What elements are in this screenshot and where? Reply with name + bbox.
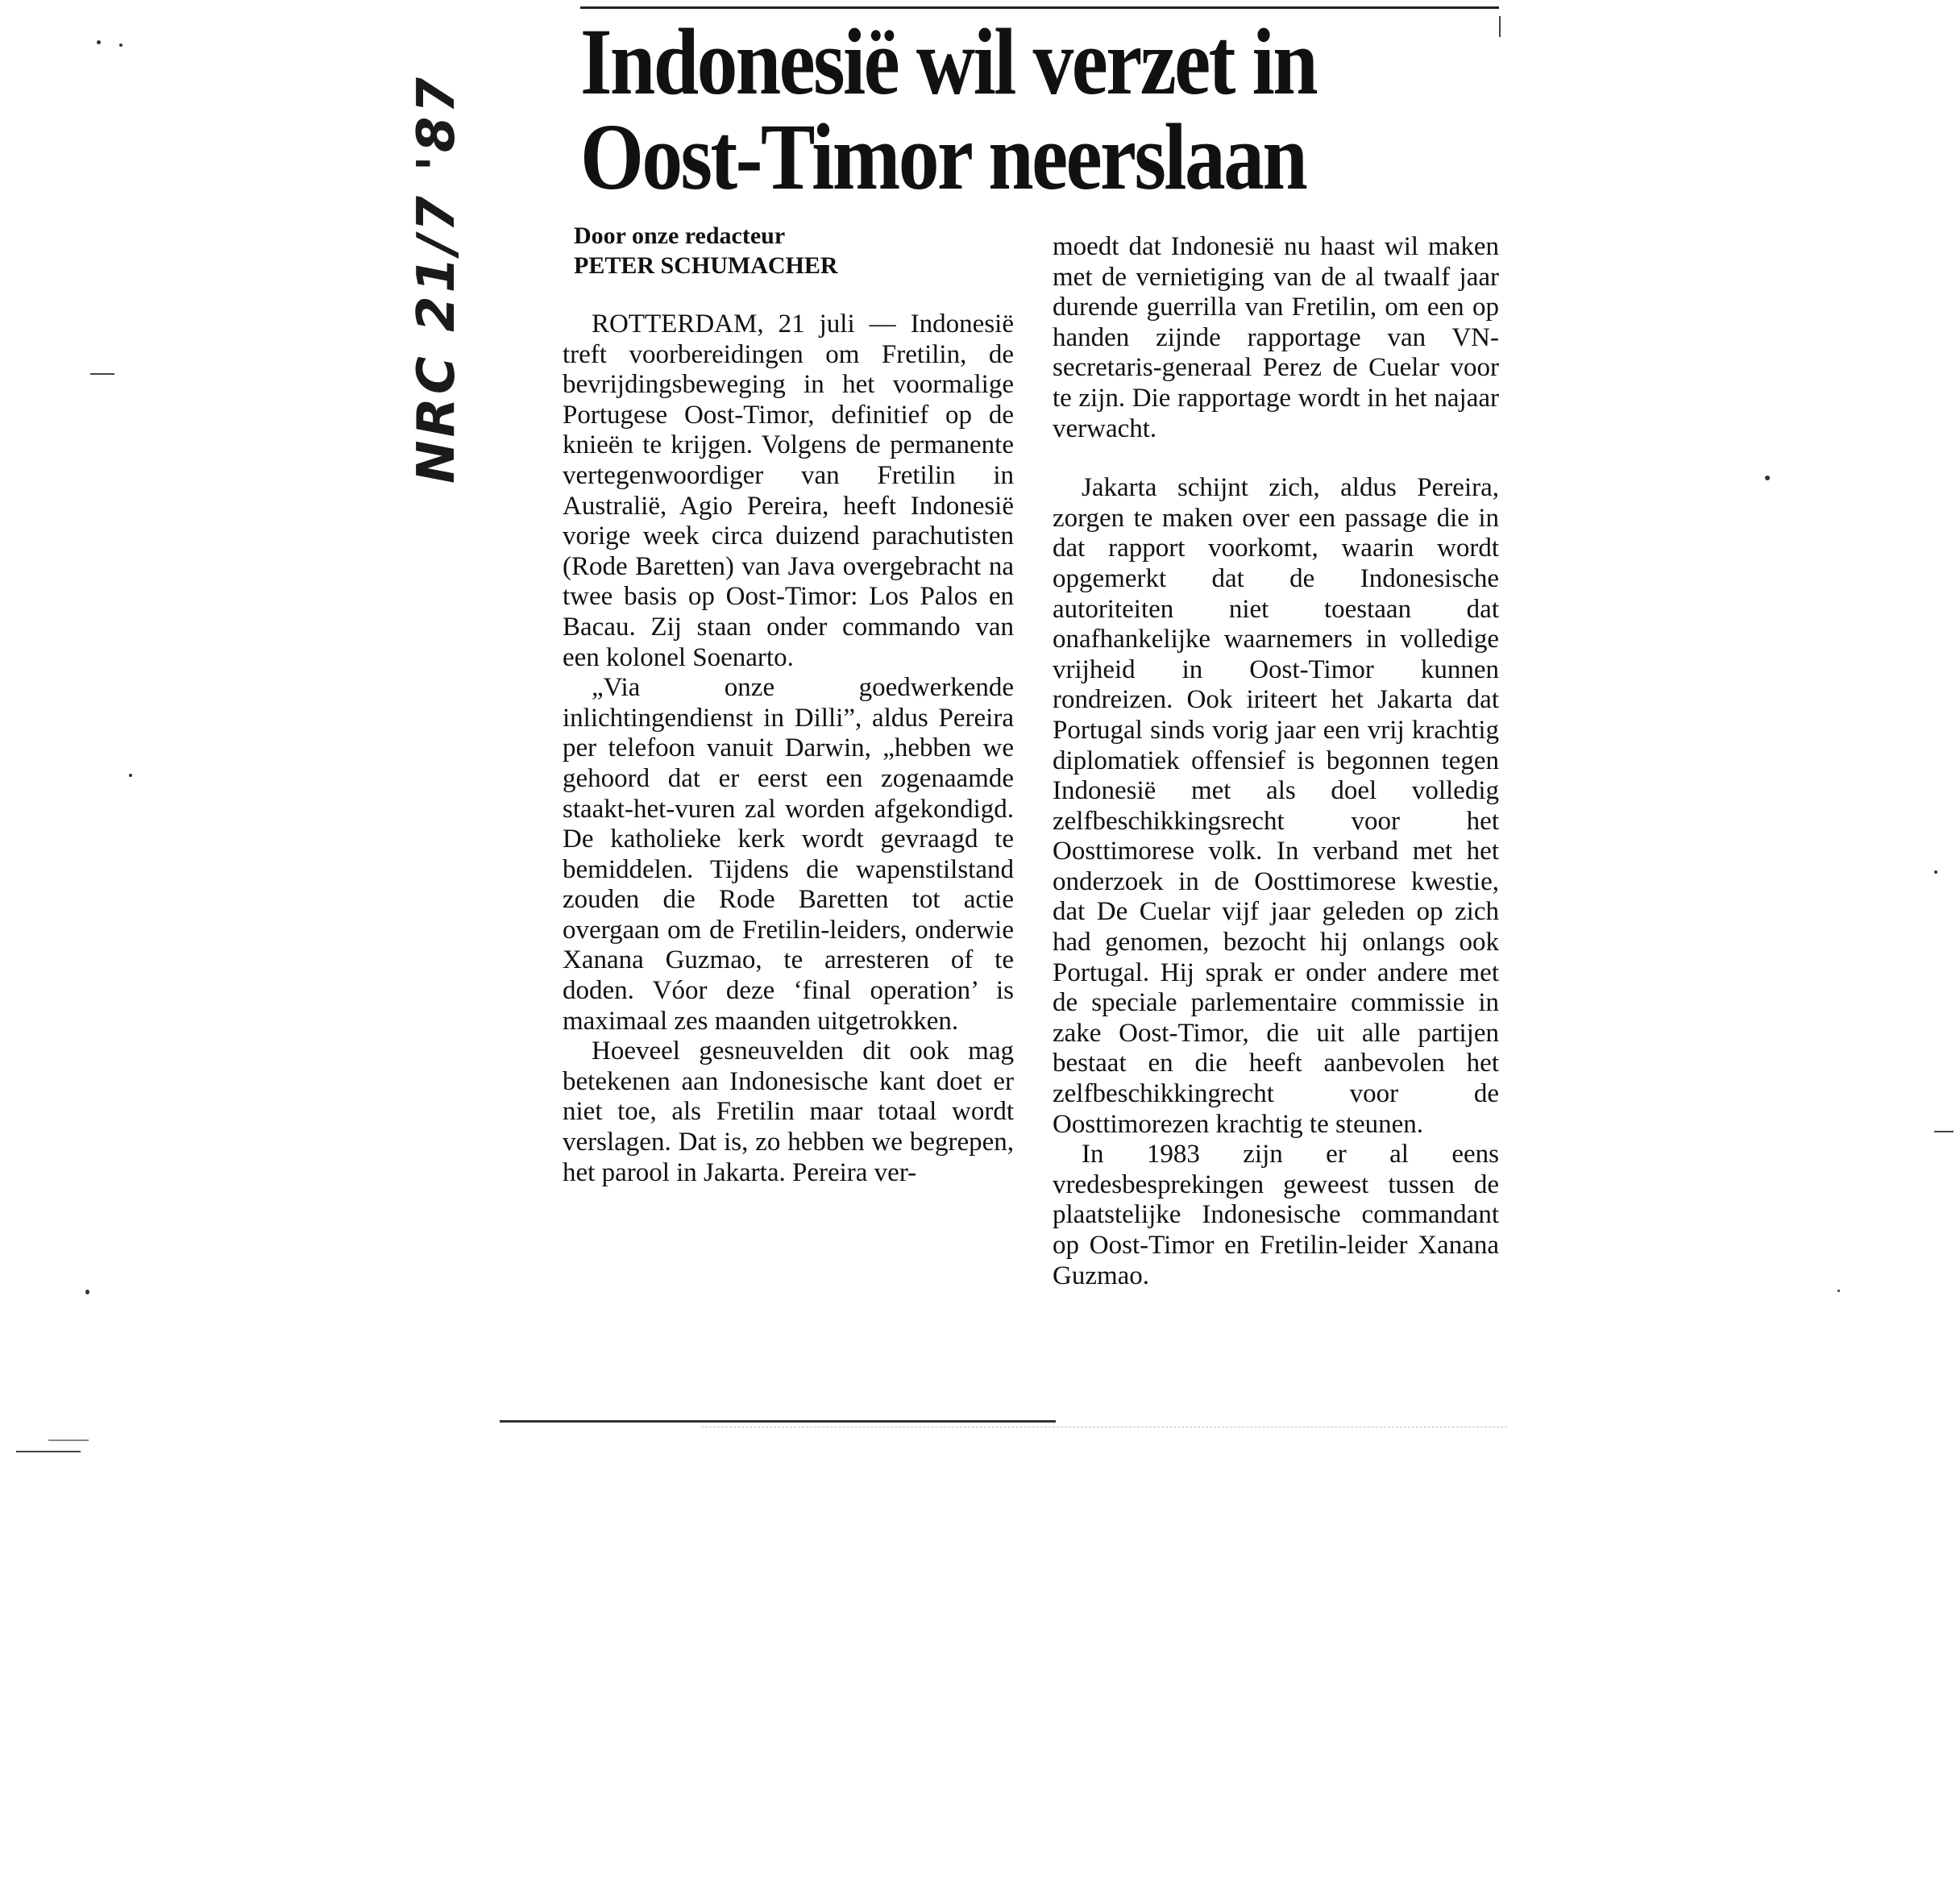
paragraph: moedt dat Indonesië nu haast wil maken met de vernietiging van de al twaalf jaar durende guerrilla van Fretilin, om een op handen zijnde rapportage van VN-secretaris-generaal Perez de Cuelar voor te zijn. Die rapportage wordt in het najaar verwacht.: [1053, 232, 1499, 443]
scan-mark: [1499, 16, 1501, 37]
scan-mark: [16, 1451, 81, 1452]
handwritten-annotation: NRC 21/7 '87: [407, 74, 467, 484]
scan-mark: [90, 373, 114, 375]
scan-mark: [48, 1439, 89, 1441]
scan-speck: [1934, 870, 1937, 874]
scan-speck: [129, 774, 132, 777]
article-column-left: [563, 309, 1014, 1188]
scan-speck: [1765, 476, 1770, 480]
byline: [574, 221, 1025, 280]
paragraph: Jakarta schijnt zich, aldus Pereira, zorgen te maken over een passage die in dat rapport voorkomt, waarin wordt opgemerkt dat de Indonesische autoriteiten niet toestaan dat onafhankelijke waarnemers in volledige vrijheid in Oost-Timor kunnen rondreizen. Ook iriteert het Jakarta dat Portugal sinds vorig jaar een vrij krachtig diplomatiek offensief is begonnen tegen Indonesië met als doel volledig zelfbeschikkingsrecht voor het Oosttimorese volk. In verband met het onderzoek in de Oosttimorese kwestie, dat De Cuelar vijf jaar geleden op zich had genomen, bezocht hij onlangs ook Portugal. Hij sprak er onder andere met de speciale parlementaire commissie in zake Oost-Timor, die uit alle partijen bestaat en die heeft aanbevolen het zelfbeschikkingrecht voor de Oosttimorezen krachtig te steunen.: [1053, 473, 1499, 1139]
article-column-right: [1053, 232, 1499, 1291]
byline-author: PETER SCHUMACHER: [574, 252, 838, 279]
scan-speck: [119, 44, 122, 47]
headline-line-2: Oost-Timor neerslaan: [580, 104, 1306, 210]
paragraph: Hoeveel gesneuvelden dit ook mag betekenen aan Indonesische kant doet er niet toe, als Fretilin maar totaal wordt verslagen. Dat is, zo hebben we begrepen, het parool in Jakarta. Pereira ver-: [563, 1036, 1014, 1187]
scan-speck: [97, 40, 101, 44]
headline-line-1: Indonesië wil verzet in: [580, 9, 1317, 114]
bottom-rule-faint: [701, 1427, 1507, 1428]
scan-mark: [1934, 1131, 1954, 1132]
headline: [580, 9, 1385, 210]
scan-speck: [85, 1290, 89, 1294]
bottom-rule: [500, 1420, 1056, 1423]
scan-speck: [1838, 1290, 1840, 1292]
byline-credit: Door onze redacteur: [574, 222, 786, 249]
paragraph: In 1983 zijn er al eens vredesbesprekingen geweest tussen de plaatstelijke Indonesische commandant op Oost-Timor en Fretilin-leider Xanana Guzmao.: [1053, 1140, 1499, 1290]
paragraph: ROTTERDAM, 21 juli — Indonesië treft voorbereidingen om Fretilin, de bevrijdingsbeweging in het voormalige Portugese Oost-Timor, definitief op de knieën te krijgen. Volgens de permanente vertegenwoordiger van Fretilin in Australië, Agio Pereira, heeft Indonesië vorige week circa duizend parachutisten (Rode Baretten) van Java overgebracht na twee basis op Oost-Timor: Los Palos en Bacau. Zij staan onder commando van een kolonel Soenarto.: [563, 309, 1014, 672]
paragraph: „Via onze goedwerkende inlichtingendienst in Dilli”, aldus Pereira per telefoon vanuit Darwin, „hebben we gehoord dat er eerst een zogenaamde staakt-het-vuren zal worden afgekondigd. De katholieke kerk wordt gevraagd te bemiddelen. Tijdens die wapenstilstand zouden die Rode Baretten tot actie overgaan om de Fretilin-leiders, onderwie Xanana Guzmao, te arresteren of te doden. Vóor deze ‘final operation’ is maximaal zes maanden uitgetrokken.: [563, 673, 1014, 1036]
